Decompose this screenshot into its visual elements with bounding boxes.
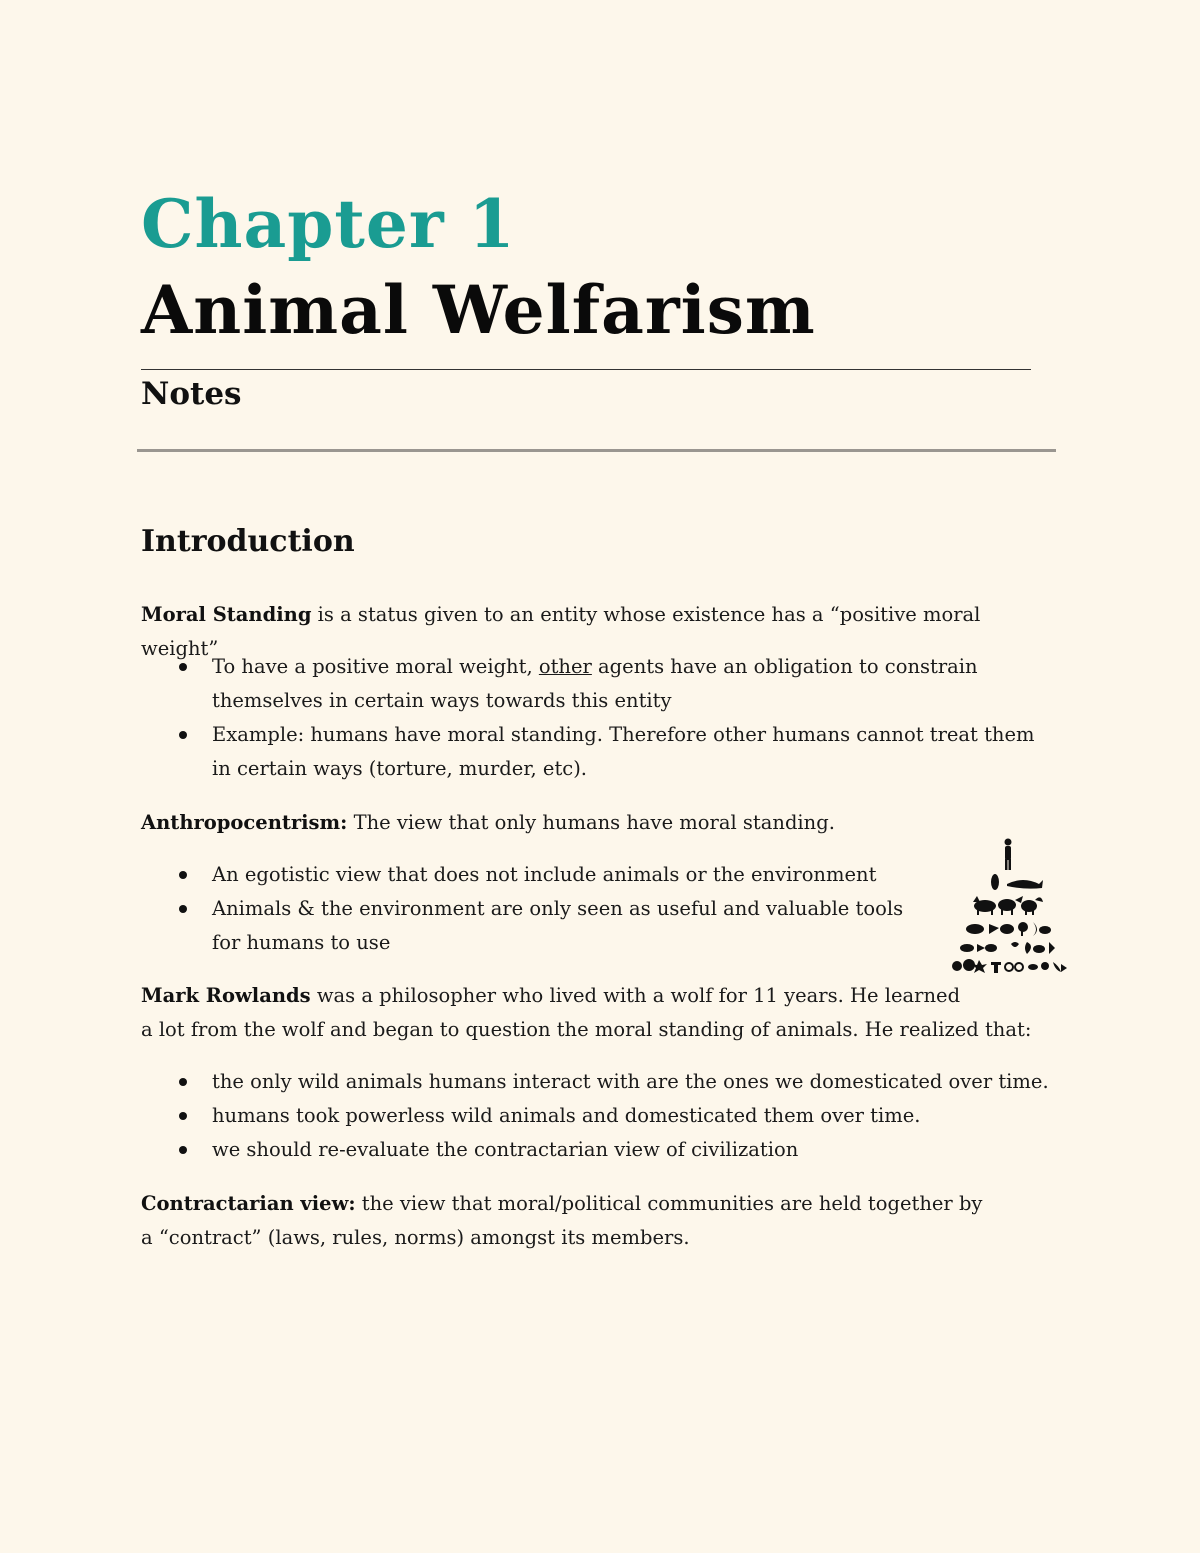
contractarian-term: Contractarian view:	[141, 1192, 356, 1215]
list-item: An egotistic view that does not include animals or the environment	[141, 858, 931, 892]
animal-hierarchy-pyramid-icon	[945, 834, 1069, 974]
section-heading-introduction: Introduction	[141, 524, 355, 559]
chapter-title: Animal Welfarism	[141, 271, 816, 349]
title-underline	[141, 369, 1031, 370]
rowlands-paragraph: Mark Rowlands was a philosopher who lived with a wolf for 11 years. He learned a lot from the wolf and began to question the moral standing of animals. He realized that:	[141, 984, 1032, 1041]
list-item: To have a positive moral weight, other agents have an obligation to constrain themselves in certain ways towards this entity	[141, 650, 1041, 718]
section-divider	[137, 449, 1056, 452]
list-item: the only wild animals humans interact with are the ones we domesticated over time.	[141, 1065, 1061, 1099]
list-item: Example: humans have moral standing. Therefore other humans cannot treat them in certain ways (torture, murder, etc).	[141, 718, 1041, 786]
contractarian-definition	[141, 1187, 991, 1255]
rowlands-term: Mark Rowlands	[141, 984, 311, 1007]
list-item: Animals & the environment are only seen as useful and valuable tools for humans to use	[141, 892, 931, 960]
notes-label: Notes	[141, 376, 242, 412]
moral-standing-term: Moral Standing	[141, 603, 312, 626]
contractarian-text: the view that moral/political communities are held together by a “contract” (laws, rules, norms) amongst its members.	[141, 1192, 983, 1249]
anthropocentrism-bullets	[141, 858, 931, 960]
list-item: we should re-evaluate the contractarian view of civilization	[141, 1133, 1061, 1167]
underlined-word: other	[538, 655, 592, 678]
anthropocentrism-term: Anthropocentrism:	[141, 811, 348, 834]
anthropocentrism-text: The view that only humans have moral standing.	[347, 811, 835, 834]
chapter-label: Chapter 1	[141, 185, 516, 263]
moral-standing-bullets	[141, 650, 1041, 786]
moral-standing-text: is a status given to an entity whose existence has a “positive moral weight”	[141, 603, 981, 660]
rowlands-bullets	[141, 1065, 1061, 1167]
list-item: humans took powerless wild animals and domesticated them over time.	[141, 1099, 1061, 1133]
anthropocentrism-definition	[141, 806, 1061, 840]
